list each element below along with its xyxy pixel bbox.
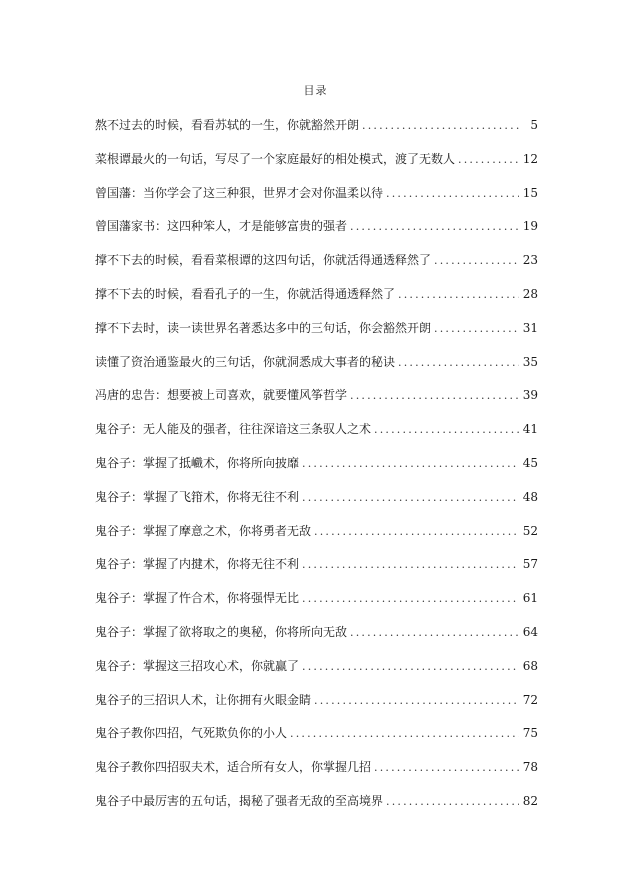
toc-entry[interactable] [95,419,538,453]
toc-entry-title: 鬼谷子中最厉害的五句话，揭秘了强者无敌的至高境界 [95,793,384,808]
toc-entry-title: 鬼谷子：掌握了欲将取之的奥秘，你将所向无敌 [95,624,348,639]
toc-entry[interactable] [95,791,538,825]
toc-entry-title: 撑不下去的时候，看看菜根谭的这四句话，你就活得通透释然了 [95,253,432,268]
toc-entry[interactable] [95,521,538,555]
dot-leader [314,691,519,711]
toc-title: 目录 [303,84,328,97]
toc-entry-title: 鬼谷子：掌握了飞箝术，你将无往不利 [95,489,300,504]
toc-entry[interactable] [95,115,538,149]
toc-entry-title: 鬼谷子：掌握了摩意之术，你将勇者无敌 [95,523,312,538]
dot-leader [434,319,519,339]
toc-entry[interactable] [95,622,538,656]
toc-entry-title: 冯唐的忠告：想要被上司喜欢，就要懂风筝哲学 [95,388,348,403]
dot-leader [302,454,519,474]
toc-entry[interactable] [95,284,538,318]
dot-leader [398,285,519,305]
dot-leader [434,251,519,271]
toc-entry-page-number: 12 [522,151,538,166]
toc-entry-title: 曾国藩家书：这四种笨人，才是能够富贵的强者 [95,219,348,234]
toc-entry-page-number: 15 [522,185,538,200]
toc-entry-title: 曾国藩：当你学会了这三种狠，世界才会对你温柔以待 [95,185,384,200]
toc-entry[interactable] [95,554,538,588]
toc-entry[interactable] [95,453,538,487]
dot-leader [386,792,519,812]
toc-entry-title: 鬼谷子：掌握了忤合术，你将强悍无比 [95,591,300,606]
toc-entry[interactable] [95,487,538,521]
dot-leader [350,217,519,237]
toc-entry[interactable] [95,656,538,690]
dot-leader [386,184,519,204]
dot-leader [290,724,519,744]
dot-leader [350,386,519,406]
toc-entry-page-number: 41 [522,422,538,437]
toc-entry-page-number: 82 [522,793,538,808]
toc-entry[interactable] [95,352,538,386]
toc-entry-page-number: 48 [522,489,538,504]
toc-entry-page-number: 19 [522,219,538,234]
toc-entry-page-number: 72 [522,692,538,707]
toc-entry-title: 鬼谷子：无人能及的强者，往往深谙这三条驭人之术 [95,422,372,437]
toc-entry-title: 读懂了资治通鉴最火的三句话，你就洞悉成大事者的秘诀 [95,354,396,369]
toc-entry[interactable] [95,385,538,419]
toc-entry-title: 鬼谷子教你四招，气死欺负你的小人 [95,726,288,741]
toc-entry-page-number: 75 [522,726,538,741]
toc-entry[interactable] [95,149,538,183]
toc-entry-page-number: 64 [522,624,538,639]
toc-entry[interactable] [95,250,538,284]
toc-entry-title: 鬼谷子：掌握这三招攻心术，你就赢了 [95,658,300,673]
toc-entry-page-number: 61 [522,591,538,606]
toc-entry-page-number: 31 [522,320,538,335]
dot-leader [302,488,519,508]
toc-entry-page-number: 57 [522,557,538,572]
dot-leader [302,555,519,575]
toc-entry-title: 撑不下去的时候，看看孔子的一生，你就活得通透释然了 [95,286,396,301]
toc-entry[interactable] [95,588,538,622]
toc-entry[interactable] [95,690,538,724]
toc-entry-page-number: 28 [522,286,538,301]
toc-entry-page-number: 78 [522,760,538,775]
toc-entry[interactable] [95,183,538,217]
toc-entry-page-number: 35 [522,354,538,369]
dot-leader [398,353,519,373]
dot-leader [302,657,519,677]
dot-leader [458,150,519,170]
dot-leader [302,589,519,609]
dot-leader [374,420,519,440]
toc-entry-title: 鬼谷子：掌握了内揵术，你将无往不利 [95,557,300,572]
toc-entry-title: 熬不过去的时候，看看苏轼的一生，你就豁然开朗 [95,118,360,132]
toc-entry-page-number: 23 [522,253,538,268]
toc-entry[interactable] [95,216,538,250]
toc-entry-title: 鬼谷子：掌握了抵巇术，你将所向披靡 [95,455,300,470]
toc-entry-page-number: 39 [522,388,538,403]
dot-leader [362,116,520,136]
toc-entry-title: 菜根谭最火的一句话，写尽了一个家庭最好的相处模式，渡了无数人 [95,151,456,166]
toc-entry-page-number: 68 [522,658,538,673]
toc-entry-title: 鬼谷子的三招识人术，让你拥有火眼金睛 [95,692,312,707]
toc-entry[interactable] [95,318,538,352]
toc-entry-title: 撑不下去时，读一读世界名著悉达多中的三句话，你会豁然开朗 [95,320,432,335]
toc-entry-title: 鬼谷子教你四招驭夫术，适合所有女人，你掌握几招 [95,760,372,775]
toc-entry[interactable] [95,757,538,791]
toc-entry-page-number: 52 [522,523,538,538]
toc-entry[interactable] [95,723,538,757]
toc-entry-page-number: 5 [530,118,538,132]
toc-entry-page-number: 45 [522,455,538,470]
toc-list [95,115,538,825]
dot-leader [350,623,519,643]
dot-leader [374,758,519,778]
dot-leader [314,522,519,542]
